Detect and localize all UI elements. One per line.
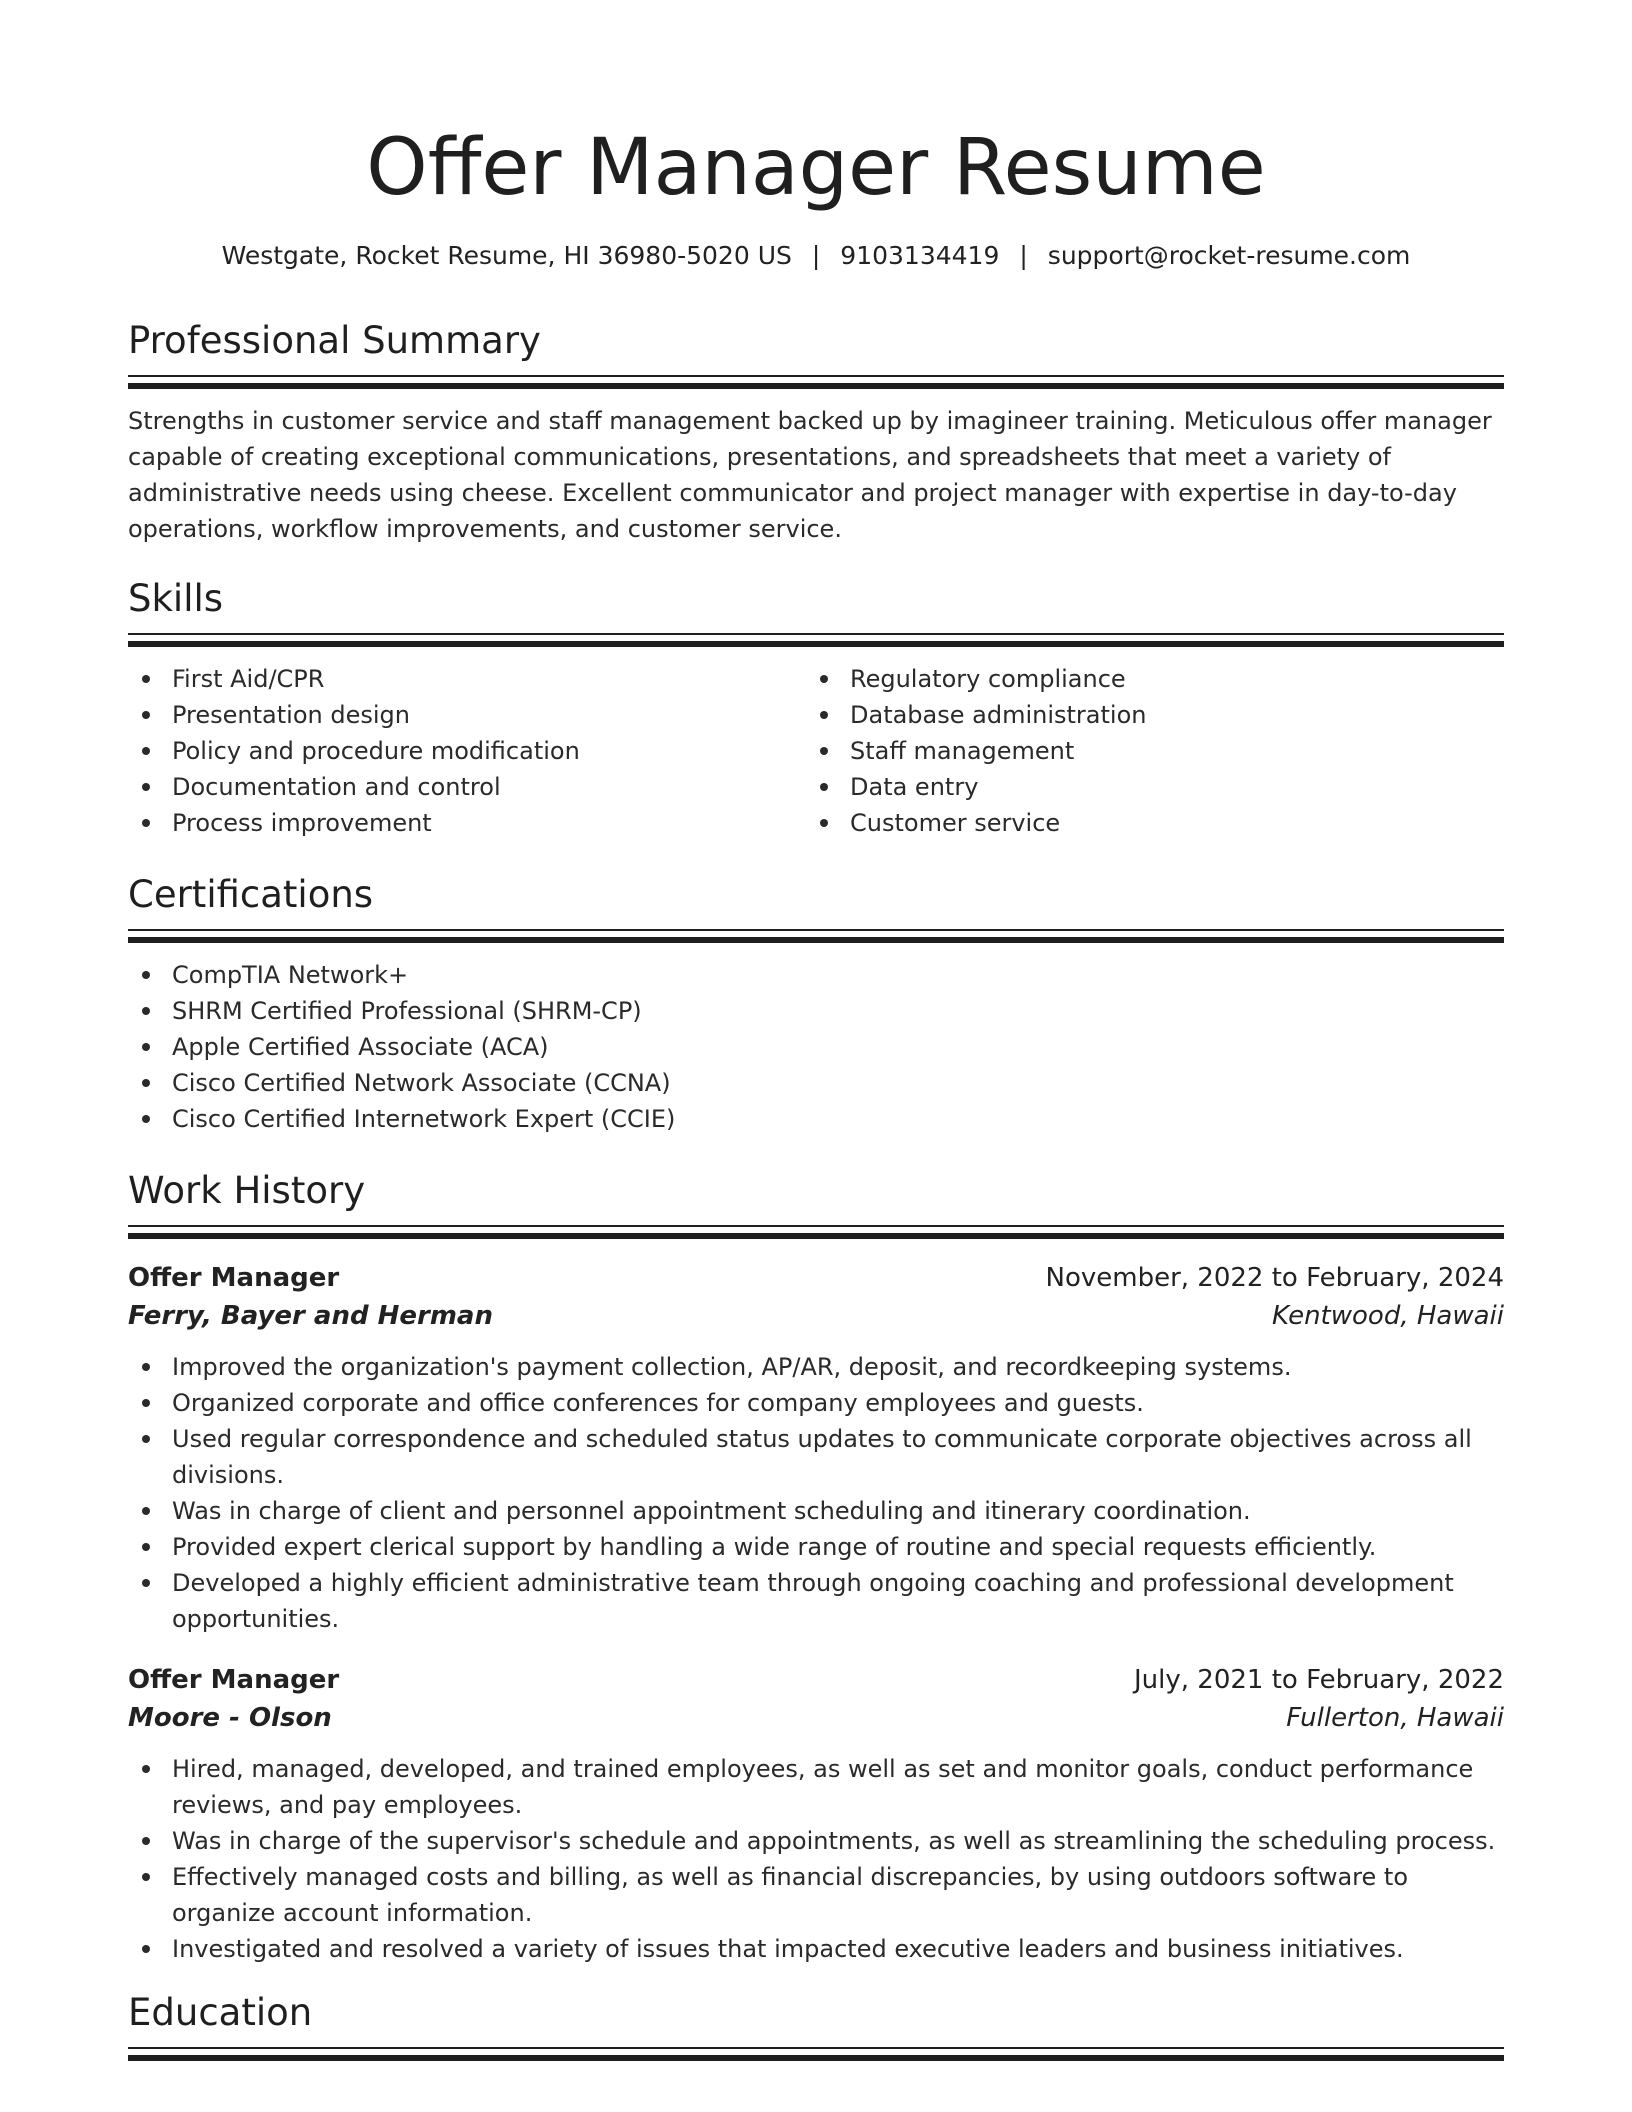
section-heading: Work History (128, 1169, 366, 1212)
certification-item: Cisco Certified Network Associate (CCNA) (128, 1065, 1504, 1101)
certification-item: SHRM Certified Professional (SHRM-CP) (128, 993, 1504, 1029)
contact-phone: 9103134419 (840, 241, 1000, 270)
job-dates: July, 2021 to February, 2022 (1134, 1665, 1504, 1695)
contact-separator: | (1019, 241, 1028, 270)
section-rule (128, 633, 1504, 647)
job-bullet: Used regular correspondence and scheduled status updates to communicate corporate objectives across all divisions. (128, 1421, 1504, 1493)
section-rule (128, 1225, 1504, 1239)
section-heading: Professional Summary (128, 319, 541, 362)
section-professional-summary (128, 317, 1504, 547)
summary-text: Strengths in customer service and staff management backed up by imagineer training. Meticulous offer manager capable of creating exceptional communications, presentations, and spreadsheets that meet a variety of administrative needs using cheese. Excellent communicator and project manager with expertise in day-to-day operations, workflow improvements, and customer service. (128, 407, 1492, 543)
certification-item: Cisco Certified Internetwork Expert (CCIE) (128, 1101, 1504, 1137)
skill-item: Data entry (806, 769, 1484, 805)
section-skills (128, 575, 1504, 841)
job-bullet: Hired, managed, developed, and trained employees, as well as set and monitor goals, conduct performance reviews, and pay employees. (128, 1751, 1504, 1823)
job-bullet: Was in charge of client and personnel appointment scheduling and itinerary coordination. (128, 1493, 1504, 1529)
skill-item: First Aid/CPR (128, 661, 806, 697)
contact-line (0, 238, 1632, 274)
section-rule (128, 375, 1504, 389)
skills-list-right (806, 661, 1484, 841)
skill-item: Customer service (806, 805, 1484, 841)
job-bullet: Improved the organization's payment collection, AP/AR, deposit, and recordkeeping systems. (128, 1349, 1504, 1385)
job-entry (128, 1259, 1504, 1637)
skill-item: Regulatory compliance (806, 661, 1484, 697)
section-heading: Skills (128, 577, 224, 620)
job-company: Moore - Olson (128, 1703, 332, 1733)
job-bullet: Developed a highly efficient administrative team through ongoing coaching and professional development opportunities. (128, 1565, 1504, 1637)
section-education (128, 1989, 1504, 2061)
job-title: Offer Manager (128, 1263, 340, 1293)
job-bullet: Provided expert clerical support by handling a wide range of routine and special requests efficiently. (128, 1529, 1504, 1565)
skill-item: Presentation design (128, 697, 806, 733)
skill-item: Policy and procedure modification (128, 733, 806, 769)
section-heading: Certifications (128, 873, 374, 916)
section-certifications (128, 871, 1504, 1137)
certification-item: CompTIA Network+ (128, 957, 1504, 993)
job-bullet: Was in charge of the supervisor's schedule and appointments, as well as streamlining the scheduling process. (128, 1823, 1504, 1859)
job-bullet: Investigated and resolved a variety of issues that impacted executive leaders and business initiatives. (128, 1931, 1504, 1967)
job-bullets (128, 1751, 1504, 1967)
skill-item: Process improvement (128, 805, 806, 841)
section-rule (128, 929, 1504, 943)
certifications-list (128, 957, 1504, 1137)
skills-list-left (128, 661, 806, 841)
job-bullet: Effectively managed costs and billing, as well as financial discrepancies, by using outdoors software to organize account information. (128, 1859, 1504, 1931)
skill-item: Documentation and control (128, 769, 806, 805)
job-location: Kentwood, Hawaii (1271, 1301, 1504, 1331)
section-rule (128, 2047, 1504, 2061)
job-company: Ferry, Bayer and Herman (128, 1301, 493, 1331)
contact-address: Westgate, Rocket Resume, HI 36980-5020 US (221, 241, 792, 270)
job-location: Fullerton, Hawaii (1286, 1703, 1504, 1733)
job-dates: November, 2022 to February, 2024 (1045, 1263, 1504, 1293)
section-work-history (128, 1167, 1504, 1967)
contact-separator: | (811, 241, 821, 270)
certification-item: Apple Certified Associate (ACA) (128, 1029, 1504, 1065)
skills-columns (128, 647, 1504, 841)
resume-title: Offer Manager Resume (366, 123, 1266, 213)
section-heading: Education (128, 1991, 313, 2034)
job-bullet: Organized corporate and office conferences for company employees and guests. (128, 1385, 1504, 1421)
job-title: Offer Manager (128, 1665, 340, 1695)
job-entry (128, 1661, 1504, 1967)
job-bullets (128, 1349, 1504, 1637)
skill-item: Database administration (806, 697, 1484, 733)
contact-email: support@rocket-resume.com (1047, 241, 1411, 270)
skill-item: Staff management (806, 733, 1484, 769)
